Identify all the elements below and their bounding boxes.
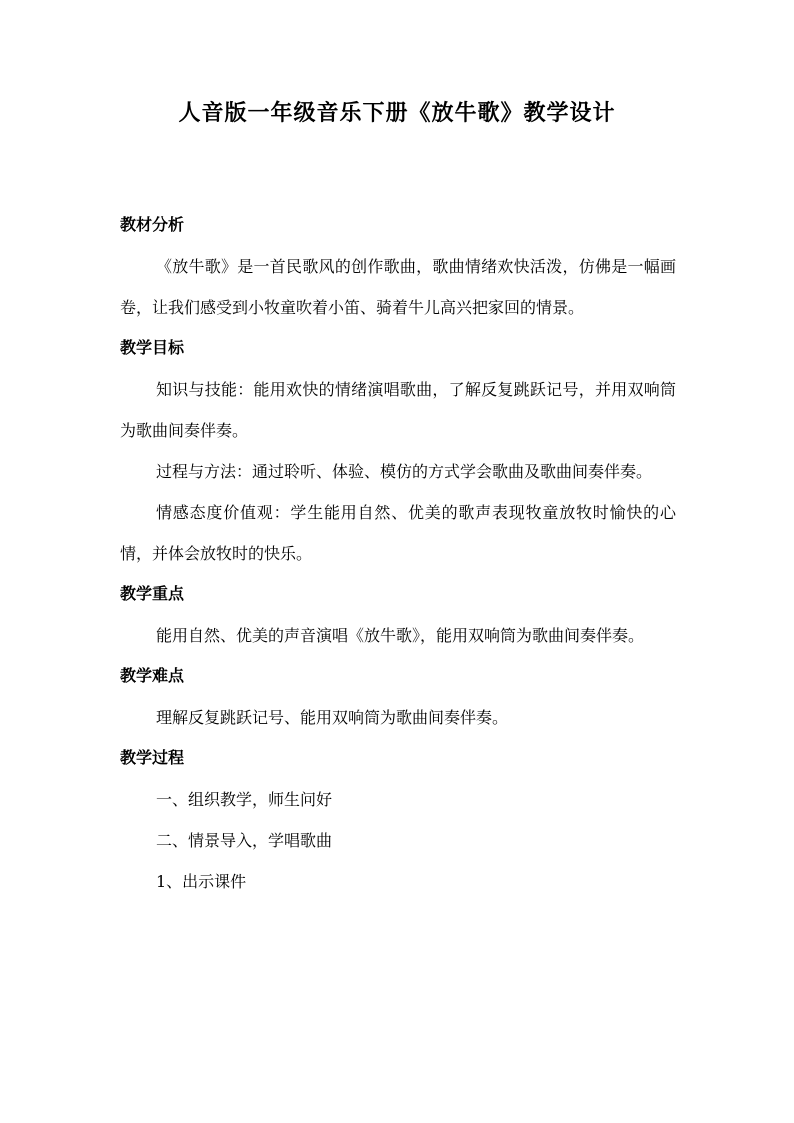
- paragraph-process-methods: 过程与方法：通过聆听、体验、模仿的方式学会歌曲及歌曲间奏伴奏。: [156, 462, 653, 481]
- section-heading-material-analysis: 教材分析: [120, 215, 185, 234]
- document-body: [120, 205, 676, 902]
- paragraph-difficulties: 理解反复跳跃记号、能用双响筒为歌曲间奏伴奏。: [156, 708, 509, 727]
- process-step-1: 一、组织教学，师生问好: [156, 790, 333, 809]
- paragraph-knowledge-skills: 知识与技能：能用欢快的情绪演唱歌曲，了解反复跳跃记号，并用双响筒为歌曲间奏伴奏。: [120, 380, 676, 440]
- section-heading-teaching-process: 教学过程: [120, 748, 185, 767]
- process-step-2: 二、情景导入，学唱歌曲: [156, 831, 333, 850]
- document-title: 人音版一年级音乐下册《放牛歌》教学设计: [178, 100, 616, 126]
- process-substep-1: 1、出示课件: [156, 872, 247, 891]
- section-heading-key-points: 教学重点: [120, 584, 185, 603]
- paragraph-attitude-values: 情感态度价值观：学生能用自然、优美的歌声表现牧童放牧时愉快的心情，并体会放牧时的快乐。: [120, 503, 676, 563]
- paragraph-key-points: 能用自然、优美的声音演唱《放牛歌》，能用双响筒为歌曲间奏伴奏。: [156, 626, 645, 645]
- section-heading-difficulties: 教学难点: [120, 666, 185, 685]
- section-heading-teaching-goals: 教学目标: [120, 338, 185, 357]
- paragraph-material-analysis: 《放牛歌》是一首民歌风的创作歌曲，歌曲情绪欢快活泼，仿佛是一幅画卷，让我们感受到小牧童吹着小笛、骑着牛儿高兴把家回的情景。: [120, 257, 676, 317]
